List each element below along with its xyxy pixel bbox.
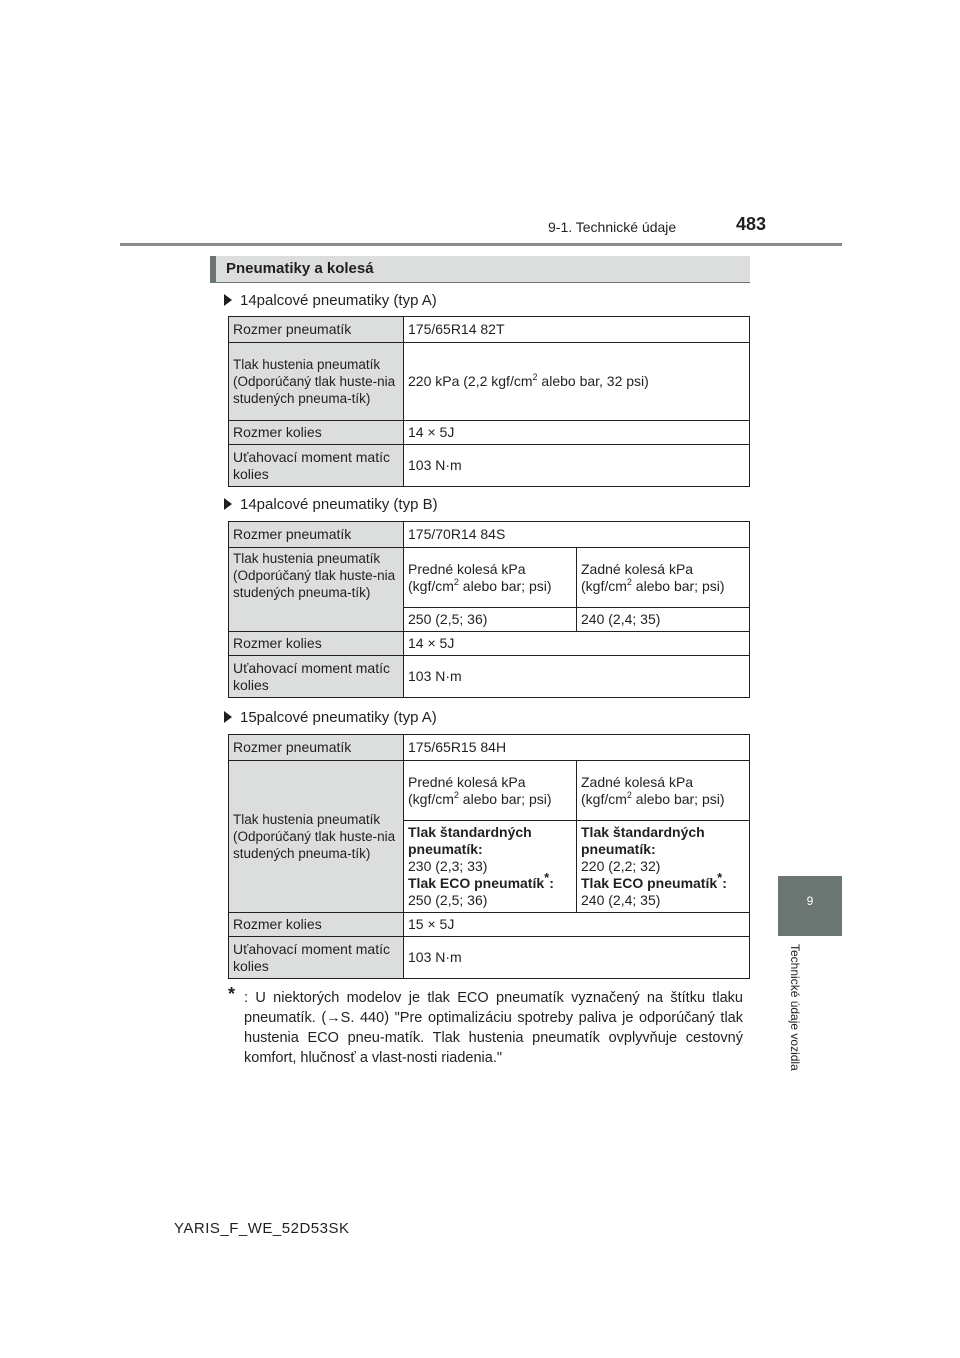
- spec-table-14b: [228, 521, 750, 698]
- rear-pressure-values: Tlak štandardných pneumatík: 220 (2,2; 32) Tlak ECO pneumatík*: 240 (2,4; 35): [577, 821, 750, 913]
- footer-document-code: YARIS_F_WE_52D53SK: [174, 1220, 350, 1237]
- label-torque: Uťahovací moment matíc kolies: [229, 937, 404, 979]
- triangle-bullet-icon: [224, 711, 232, 723]
- label-wheel-size: Rozmer kolies: [229, 421, 404, 445]
- subheading-15a: [224, 709, 437, 726]
- value-torque: 103 N·m: [404, 445, 750, 487]
- value-torque: 103 N·m: [404, 937, 750, 979]
- subheading-14a-text: 14palcové pneumatiky (typ A): [240, 292, 437, 309]
- value-wheel-size: 14 × 5J: [404, 421, 750, 445]
- rear-wheels-header: Zadné kolesá kPa ($kgf/cm^2$ alebo bar; psi): [577, 548, 750, 608]
- rear-pressure-value: 240 (2,4; 35): [577, 608, 750, 632]
- value-wheel-size: 15 × 5J: [404, 913, 750, 937]
- footnote: [228, 984, 743, 1068]
- front-wheels-header: Predné kolesá kPa ($kgf/cm^2$ alebo bar; psi): [404, 548, 577, 608]
- triangle-bullet-icon: [224, 294, 232, 306]
- front-wheels-header: Predné kolesá kPa ($kgf/cm^2$ alebo bar; psi): [404, 761, 577, 821]
- section-title: Pneumatiky a kolesá: [226, 260, 374, 277]
- header-section-title: 9-1. Technické údaje: [548, 219, 677, 235]
- spec-table-15a: [228, 734, 750, 979]
- label-pressure: Tlak hustenia pneumatík (Odporúčaný tlak huste-nia studených pneuma-tík): [229, 761, 404, 913]
- label-wheel-size: Rozmer kolies: [229, 913, 404, 937]
- footnote-mark: *: [228, 984, 236, 1004]
- rear-wheels-header: Zadné kolesá kPa ($kgf/cm^2$ alebo bar; psi): [577, 761, 750, 821]
- front-pressure-values: Tlak štandardných pneumatík: 230 (2,3; 33) Tlak ECO pneumatík*: 250 (2,5; 36): [404, 821, 577, 913]
- chapter-number: 9: [806, 894, 814, 908]
- label-tire-size: Rozmer pneumatík: [229, 735, 404, 761]
- page-number: 483: [736, 214, 767, 234]
- triangle-bullet-icon: [224, 498, 232, 510]
- label-pressure: Tlak hustenia pneumatík (Odporúčaný tlak huste-nia studených pneuma-tík): [229, 548, 404, 632]
- chapter-tab: [778, 876, 842, 936]
- label-torque: Uťahovací moment matíc kolies: [229, 445, 404, 487]
- subheading-14a: [224, 292, 437, 309]
- value-tire-size: 175/65R15 84H: [404, 735, 750, 761]
- value-torque: 103 N·m: [404, 656, 750, 698]
- front-pressure-value: 250 (2,5; 36): [404, 608, 577, 632]
- subheading-14b: [224, 496, 438, 513]
- value-tire-size: 175/65R14 82T: [404, 317, 750, 343]
- spec-table-14a: [228, 316, 750, 487]
- value-tire-size: 175/70R14 84S: [404, 522, 750, 548]
- value-pressure: 220 kPa (2,2 kgf/$cm^2$ alebo bar, 32 psi): [404, 343, 750, 421]
- value-wheel-size: 14 × 5J: [404, 632, 750, 656]
- label-tire-size: Rozmer pneumatík: [229, 522, 404, 548]
- label-wheel-size: Rozmer kolies: [229, 632, 404, 656]
- section-heading-bar: [210, 256, 750, 283]
- chapter-title: Technické údaje vozidla: [788, 944, 802, 1071]
- label-torque: Uťahovací moment matíc kolies: [229, 656, 404, 698]
- label-tire-size: Rozmer pneumatík: [229, 317, 404, 343]
- subheading-14b-text: 14palcové pneumatiky (typ B): [240, 496, 438, 513]
- label-pressure: Tlak hustenia pneumatík (Odporúčaný tlak huste-nia studených pneuma-tík): [229, 343, 404, 421]
- footnote-text: : U niektorých modelov je tlak ECO pneumatík vyznačený na štítku tlaku pneumatík. (→S. 440) "Pre optimalizáciu spotreby paliva je odporúčaný tlak hustenia ECO pneu-matík. Tlak hustenia pneumatík ovplyvňuje cestovný komfort, hlučnosť a vlast-nosti riadenia.": [244, 990, 743, 1066]
- header-rule: [120, 243, 842, 246]
- subheading-15a-text: 15palcové pneumatiky (typ A): [240, 709, 437, 726]
